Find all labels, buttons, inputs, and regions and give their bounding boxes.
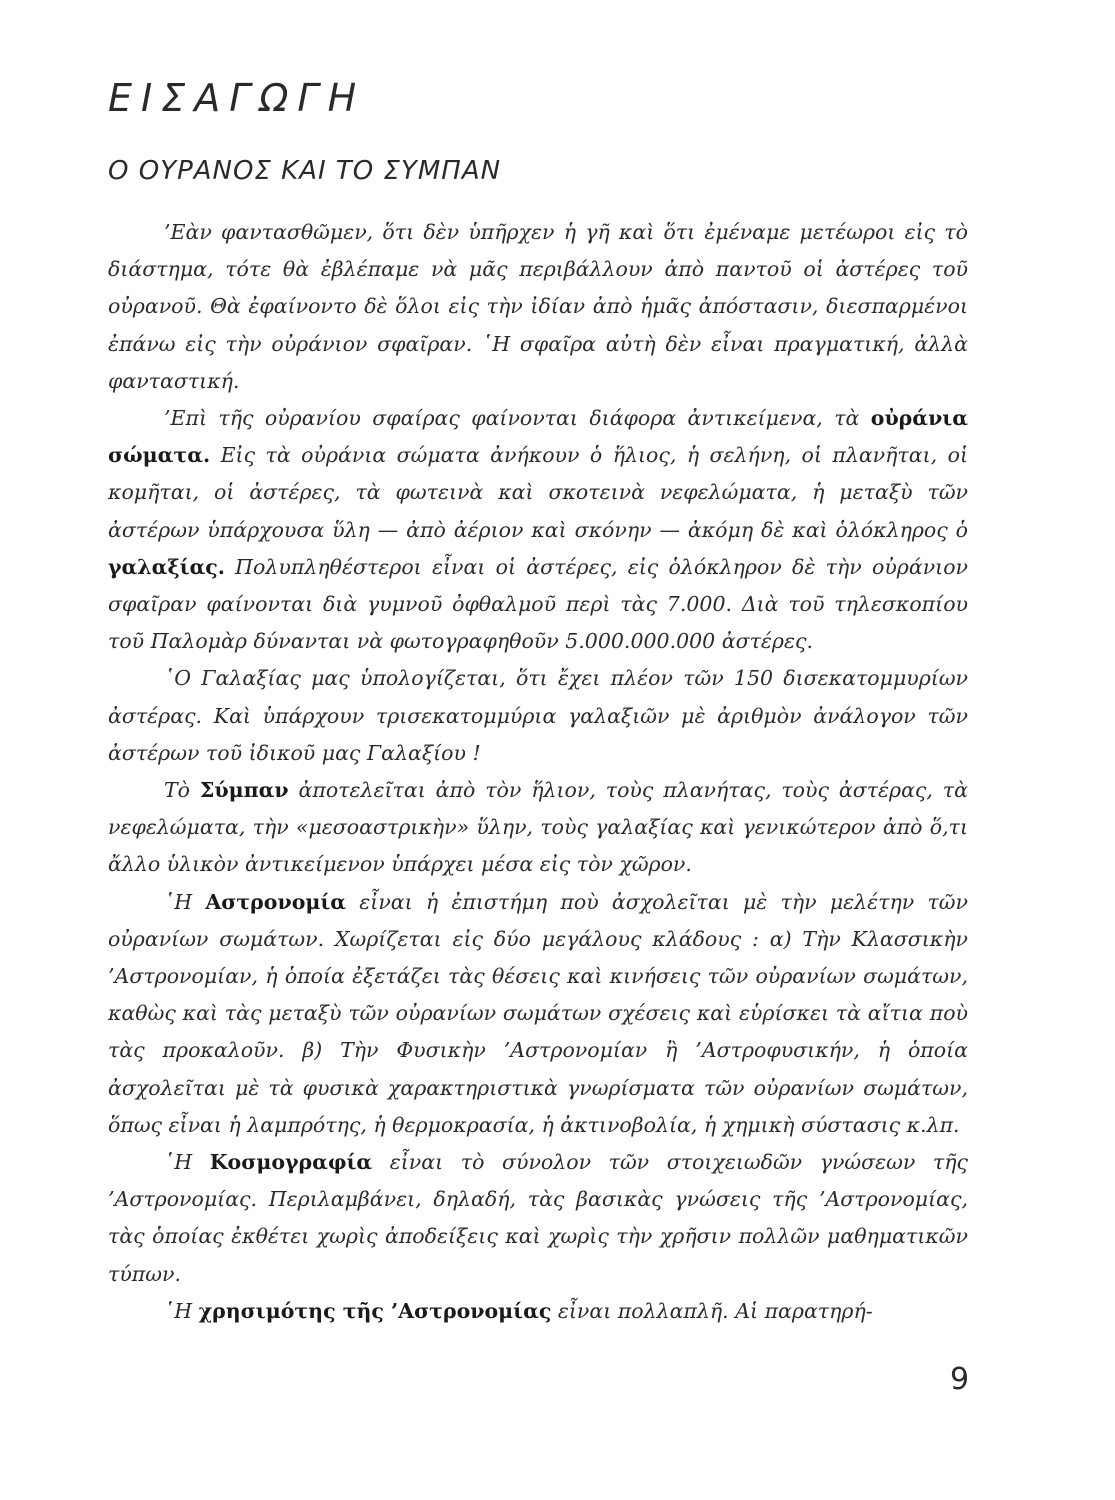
term-galaxy: γαλαξίας.	[108, 554, 225, 579]
paragraph-3-text: ῾Ο Γαλαξίας μας ὑπολογίζεται, ὅτι ἔχει πλέον τῶν 150 δισεκατομμυρίων ἀστέρας. Καὶ ὑπάρχουν τρισεκατομμύρια γαλαξιῶν μὲ ἀριθμὸν ἀνάλογον τῶν ἀστέρων τοῦ ἰδικοῦ μας Γαλαξίου !	[108, 666, 968, 765]
paragraph-7-text-start: ῾Η	[164, 1298, 199, 1323]
paragraph-2-text-end: Πολυπληθέστεροι εἶναι οἱ ἀστέρες, εἰς ὁλόκληρον δὲ τὴν οὐράνιον σφαῖραν φαίνονται διὰ γυμνοῦ ὀφθαλμοῦ περὶ τὰς 7.000. Διὰ τοῦ τηλεσκοπίου τοῦ Παλομὰρ δύνανται νὰ φωτογραφηθοῦν 5.000.000.000 ἀστέρες.	[108, 554, 968, 654]
paragraph-6	[108, 1144, 968, 1293]
page-number: 9	[950, 1362, 970, 1397]
section-title: Ο ΟΥΡΑΝΟΣ ΚΑΙ ΤΟ ΣΥΜΠΑΝ	[108, 156, 502, 186]
paragraph-5-text-start: ῾Η	[164, 889, 206, 914]
paragraph-3	[108, 660, 968, 772]
paragraph-6-text-end: εἶναι τὸ σύνολον τῶν στοιχειωδῶν γνώσεων τῆς ’Αστρονομίας. Περιλαμβάνει, δηλαδή, τὰς βασικὰς γνώσεις τῆς ’Αστρονομίας, τὰς ὁποίας ἐκθέτει χωρὶς ἀποδείξεις καὶ χωρὶς τὴν χρῆσιν πολλῶν μαθηματικῶν τύπων.	[108, 1150, 968, 1286]
paragraph-5-text-end: εἶναι ἡ ἐπιστήμη ποὺ ἀσχολεῖται μὲ τὴν μελέτην τῶν οὐρανίων σωμάτων. Χωρίζεται εἰς δύο μεγάλους κλάδους : α) Τὴν Κλασσικὴν ’Αστρονομίαν, ἡ ὁποία ἐξετάζει τὰς θέσεις καὶ κινήσεις τῶν οὐρανίων σωμάτων, καθὼς καὶ τὰς μεταξὺ τῶν οὐρανίων σωμάτων σχέσεις καὶ εὑρίσκει τὰ αἴτια ποὺ τὰς προκαλοῦν. β) Τὴν Φυσικὴν ’Αστρονομίαν ἢ ’Αστροφυσικήν, ἡ ὁποία ἀσχολεῖται μὲ τὰ φυσικὰ χαρακτηριστικὰ γνωρίσματα τῶν οὐρανίων σωμάτων, ὅπως εἶναι ἡ λαμπρότης, ἡ θερμοκρασία, ἡ ἀκτινοβολία, ἡ χημικὴ σύστασις κ.λπ.	[108, 889, 968, 1137]
term-universe: Σύμπαν	[199, 778, 289, 803]
chapter-title: ΕΙΣΑΓΩΓΗ	[108, 76, 366, 120]
paragraph-1	[108, 214, 968, 400]
paragraph-7	[108, 1293, 968, 1330]
term-celestial-bodies: οὐράνια σώματα.	[108, 406, 968, 468]
body-text	[108, 214, 968, 1330]
paragraph-4	[108, 772, 968, 884]
term-astronomy: Αστρονομία	[205, 889, 347, 914]
paragraph-6-text-start: ῾Η	[164, 1150, 210, 1175]
term-usefulness-of-astronomy: χρησιμότης τῆς ’Αστρονομίας	[198, 1298, 552, 1323]
paragraph-2-text-start: ’Επὶ τῆς οὐρανίου σφαίρας φαίνονται διάφορα ἀντικείμενα, τὰ	[164, 406, 871, 431]
paragraph-4-text-start: Τὸ	[164, 778, 200, 803]
paragraph-2	[108, 400, 968, 660]
paragraph-7-text-end: εἶναι πολλαπλῆ. Αἱ παρατηρή-	[551, 1298, 873, 1323]
paragraph-1-text: ’Εὰν φαντασθῶμεν, ὅτι δὲν ὑπῆρχεν ἡ γῆ καὶ ὅτι ἐμέναμε μετέωροι εἰς τὸ διάστημα, τότε θὰ ἐβλέπαμε νὰ μᾶς περιβάλλουν ἀπὸ παντοῦ οἱ ἀστέρες τοῦ οὐρανοῦ. Θὰ ἐφαίνοντο δὲ ὅλοι εἰς τὴν ἰδίαν ἀπὸ ἡμᾶς ἀπόστασιν, διεσπαρμένοι ἐπάνω εἰς τὴν οὐράνιον σφαῖραν. ῾Η σφαῖρα αὐτὴ δὲν εἶναι πραγματική, ἀλλὰ φανταστική.	[108, 220, 968, 393]
paragraph-4-text-end: ἀποτελεῖται ἀπὸ τὸν ἥλιον, τοὺς πλανήτας, τοὺς ἀστέρας, τὰ νεφελώματα, τὴν «μεσοαστρικὴν» ὕλην, τοὺς γαλαξίας καὶ γενικώτερον ἀπὸ ὅ,τι ἄλλο ὑλικὸν ἀντικείμενον ὑπάρχει μέσα εἰς τὸν χῶρον.	[108, 778, 968, 877]
paragraph-5	[108, 884, 968, 1144]
term-cosmography: Κοσμογραφία	[209, 1150, 373, 1175]
paragraph-2-text-middle: Εἰς τὰ οὐράνια σώματα ἀνήκουν ὁ ἥλιος, ἡ σελήνη, οἱ πλανῆται, οἱ κομῆται, οἱ ἀστέρες, τὰ φωτεινὰ καὶ σκοτεινὰ νεφελώματα, ἡ μεταξὺ τῶν ἀστέρων ὑπάρχουσα ὕλη — ἀπὸ ἀέριον καὶ σκόνην — ἀκόμη δὲ καὶ ὁλόκληρος ὁ	[108, 443, 968, 542]
